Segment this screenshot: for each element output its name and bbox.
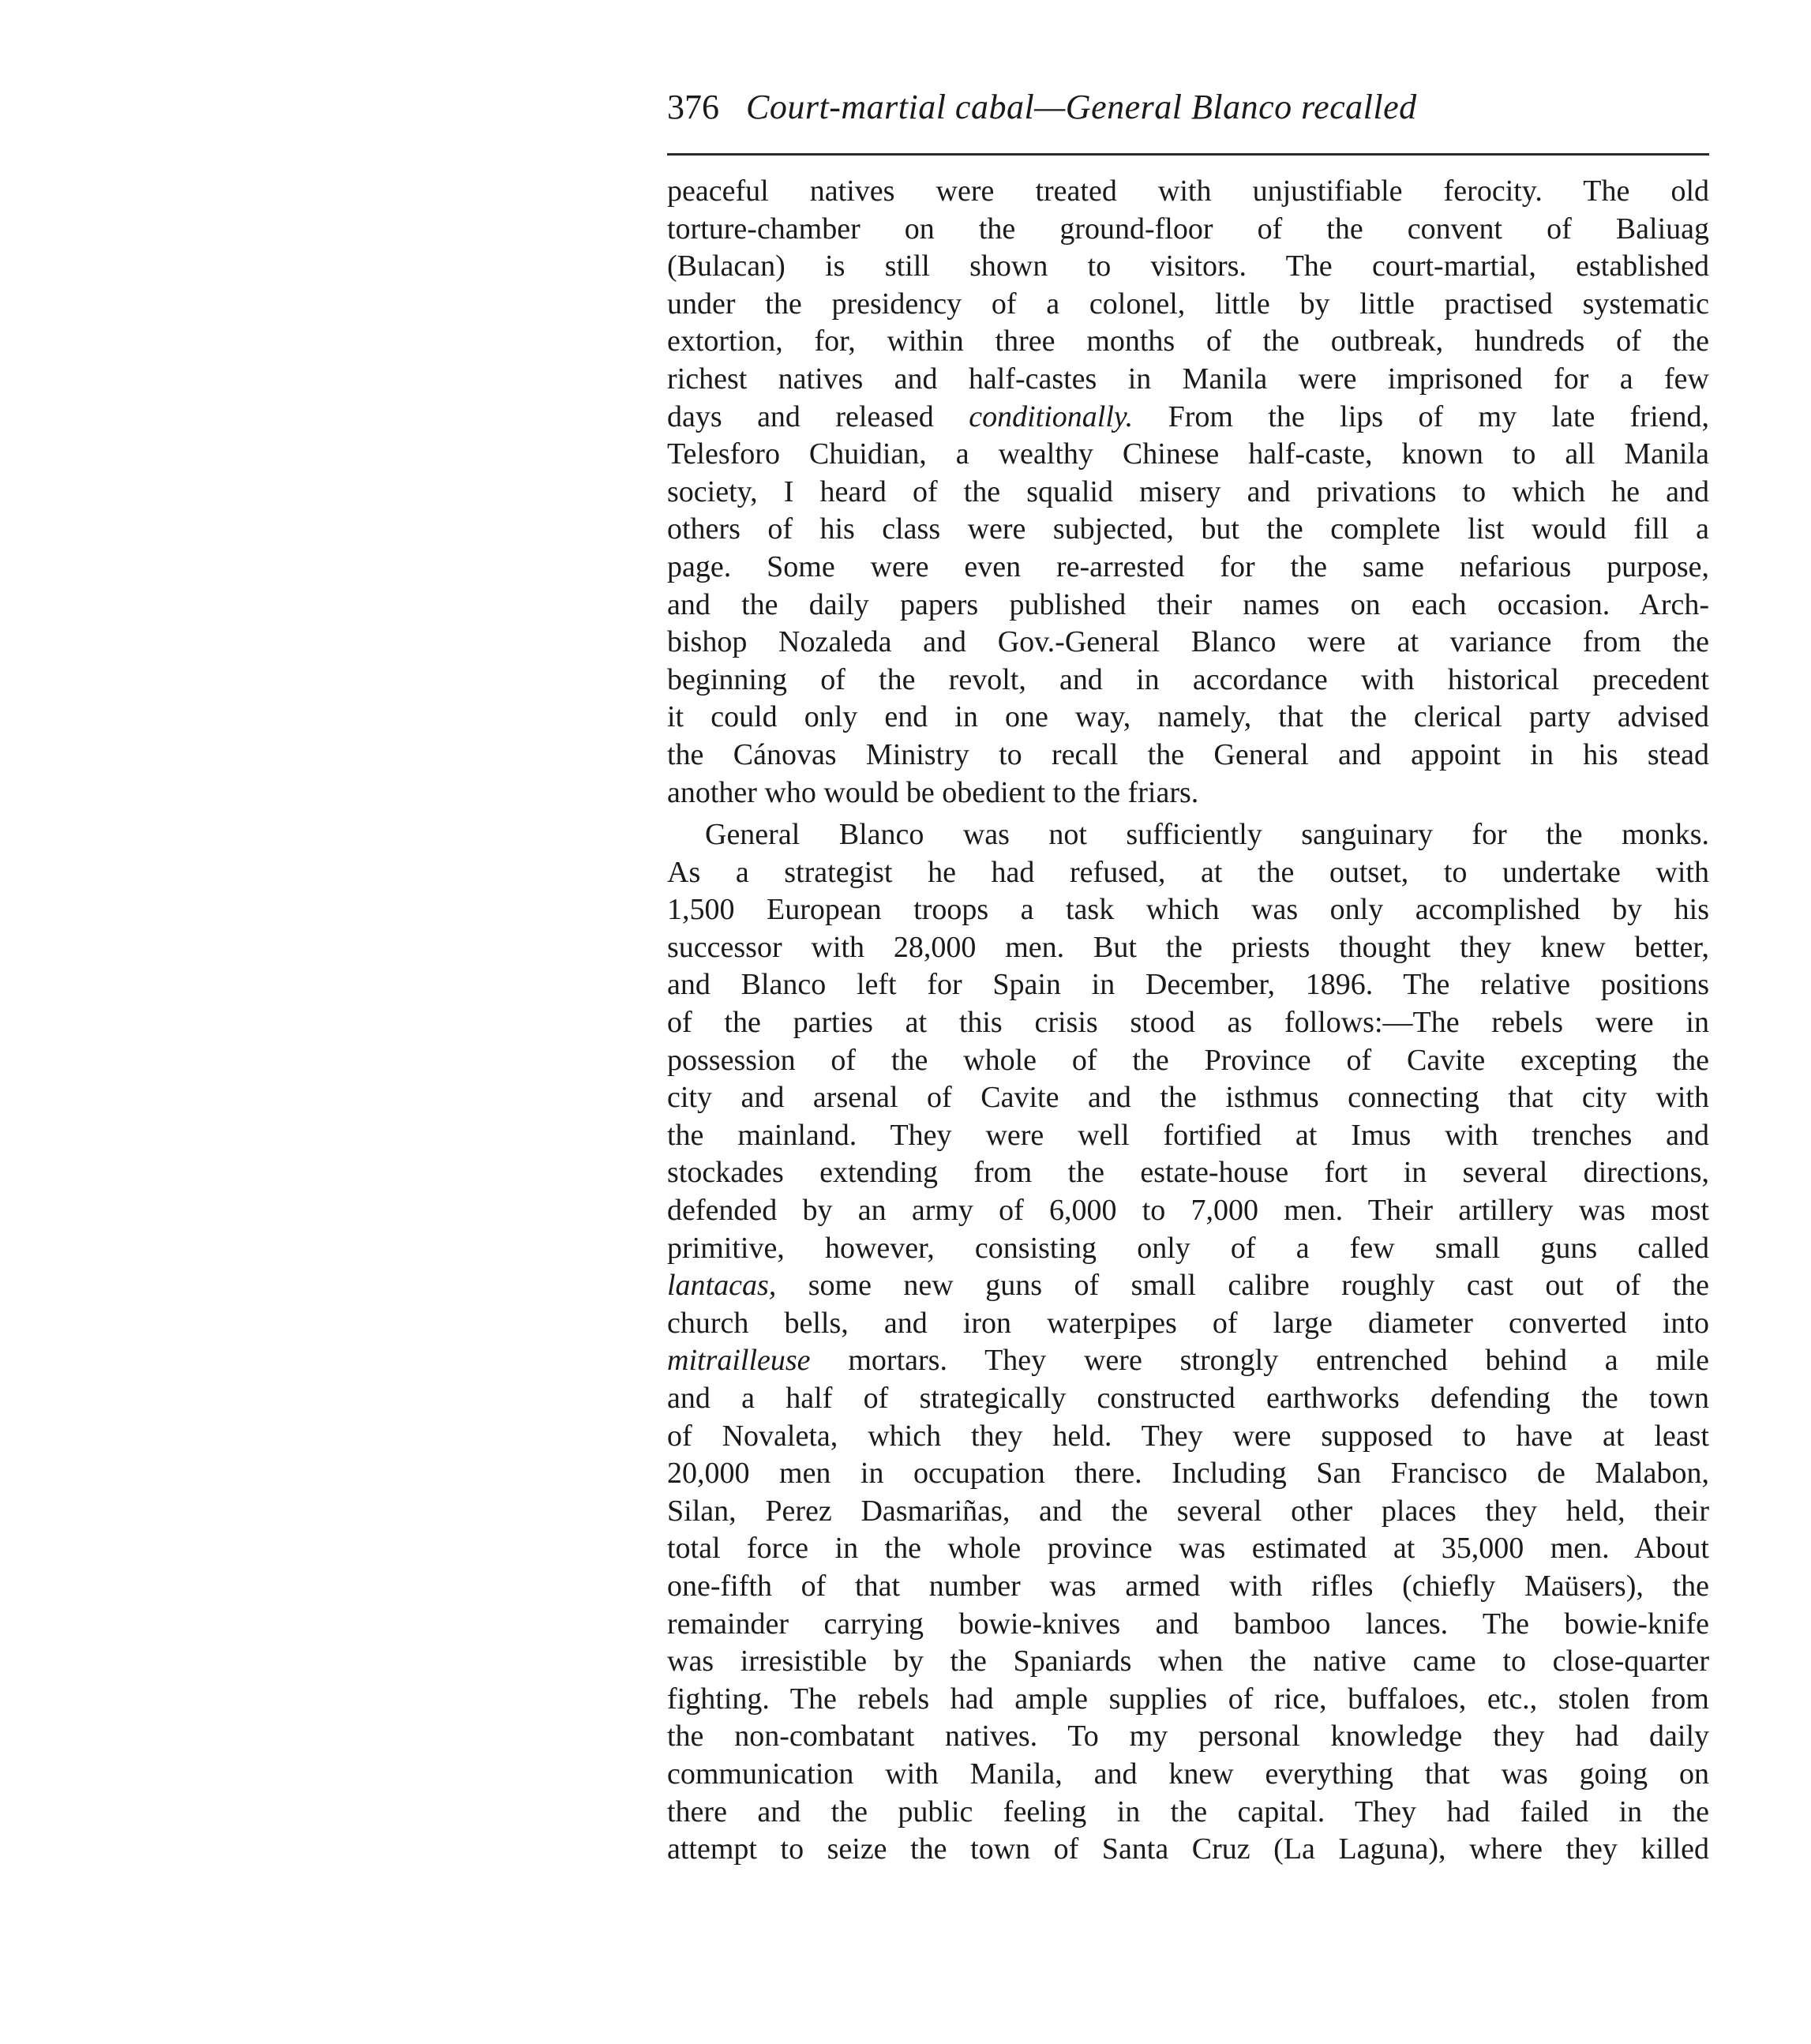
text-line: there and the public feeling in the capital. They had failed in the (667, 1795, 1709, 1828)
text-line: city and arsenal of Cavite and the isthmus connecting that city with (667, 1081, 1709, 1115)
book-page (667, 87, 1709, 1869)
text-line: 1,500 European troops a task which was only accomplished by his (667, 893, 1709, 927)
text-line: another who would be obedient to the friars. (667, 775, 1199, 809)
header-rule (667, 153, 1709, 156)
text-line: it could only end in one way, namely, that the clerical party advised (667, 700, 1709, 734)
text-line: others of his class were subjected, but the complete list would fill a (667, 512, 1709, 546)
text-run: From the lips of my late friend, (1133, 399, 1709, 433)
text-line: one-fifth of that number was armed with rifles (chiefly Maüsers), the (667, 1569, 1709, 1603)
text-line: under the presidency of a colonel, little by little practised systematic (667, 287, 1709, 321)
running-title: Court-martial cabal—General Blanco recalled (746, 88, 1417, 126)
italic-word: lantacas, (667, 1269, 777, 1303)
paragraph-1 (667, 173, 1709, 812)
text-line: As a strategist he had refused, at the outset, to undertake with (667, 855, 1709, 889)
text-line: stockades extending from the estate-house fort in several directions, (667, 1156, 1709, 1190)
text-line: remainder carrying bowie-knives and bamboo lances. The bowie-knife (667, 1607, 1709, 1641)
text-line: total force in the whole province was estimated at 35,000 men. About (667, 1532, 1709, 1566)
text-line: torture-chamber on the ground-floor of the convent of Baliuag (667, 212, 1709, 246)
text-line: (Bulacan) is still shown to visitors. The court-martial, established (667, 249, 1709, 283)
text-line: of Novaleta, which they held. They were supposed to have at least (667, 1419, 1709, 1453)
text-line: page. Some were even re-arrested for the same nefarious purpose, (667, 549, 1709, 583)
text-run: some new guns of small calibre roughly cast out of the (776, 1269, 1709, 1303)
text-line: society, I heard of the squalid misery and privations to which he and (667, 474, 1709, 508)
text-line: defended by an army of 6,000 to 7,000 men. Their artillery was most (667, 1194, 1709, 1228)
text-line: extortion, for, within three months of the outbreak, hundreds of the (667, 324, 1709, 358)
text-line: and Blanco left for Spain in December, 1896. The relative positions (667, 968, 1709, 1002)
text-line: the non-combatant natives. To my personal knowledge they had daily (667, 1720, 1709, 1753)
text-line: richest natives and half-castes in Manila were imprisoned for a few (667, 362, 1709, 396)
text-line (667, 1267, 1709, 1305)
text-line: Silan, Perez Dasmariñas, and the several other places they held, their (667, 1494, 1709, 1528)
text-run: mortars. They were strongly entrenched behind a mile (810, 1344, 1709, 1378)
text-line: primitive, however, consisting only of a few small guns called (667, 1231, 1709, 1265)
text-line: and the daily papers published their names on each occasion. Arch- (667, 587, 1709, 621)
text-line: successor with 28,000 men. But the priests thought they knew better, (667, 930, 1709, 964)
text-line: fighting. The rebels had ample supplies of rice, buffaloes, etc., stolen from (667, 1682, 1709, 1716)
text-line: General Blanco was not sufficiently sanguinary for the monks. (705, 818, 1709, 852)
page-header (667, 87, 1709, 144)
text-line: beginning of the revolt, and in accordance with historical precedent (667, 662, 1709, 696)
text-line: peaceful natives were treated with unjustifiable ferocity. The old (667, 174, 1709, 208)
text-run: days and released (667, 399, 969, 433)
text-line: possession of the whole of the Province of Cavite excepting the (667, 1043, 1709, 1077)
italic-word: mitrailleuse (667, 1344, 811, 1378)
text-line: communication with Manila, and knew everything that was going on (667, 1757, 1709, 1791)
text-line (667, 1342, 1709, 1380)
text-line: attempt to seize the town of Santa Cruz (La Laguna), where they killed (667, 1832, 1709, 1866)
text-line: church bells, and iron waterpipes of large diameter converted into (667, 1306, 1709, 1340)
italic-word: conditionally. (969, 399, 1134, 433)
text-line: Telesforo Chuidian, a wealthy Chinese half-caste, known to all Manila (667, 437, 1709, 471)
text-line: the mainland. They were well fortified at Imus with trenches and (667, 1118, 1709, 1152)
text-line: 20,000 men in occupation there. Including San Francisco de Malabon, (667, 1457, 1709, 1491)
text-line: of the parties at this crisis stood as follows:—The rebels were in (667, 1006, 1709, 1040)
text-line (667, 399, 1709, 437)
text-line: bishop Nozaleda and Gov.-General Blanco were at variance from the (667, 625, 1709, 659)
text-line: was irresistible by the Spaniards when the native came to close-quarter (667, 1645, 1709, 1678)
page-number: 376 (667, 88, 719, 126)
text-line: and a half of strategically constructed earthworks defending the town (667, 1382, 1709, 1415)
body-text (667, 173, 1709, 1869)
text-line: the Cánovas Ministry to recall the General and appoint in his stead (667, 737, 1709, 771)
paragraph-2 (667, 816, 1709, 1869)
